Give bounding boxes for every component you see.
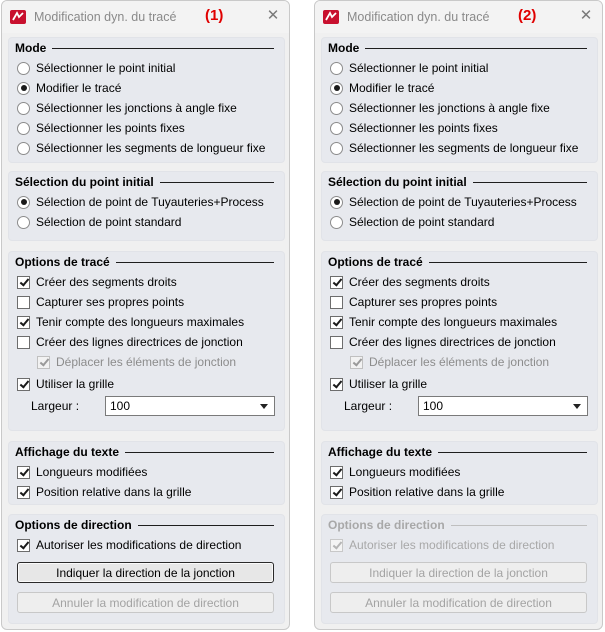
trace-heading: Options de tracé bbox=[322, 252, 597, 272]
trace-heading: Options de tracé bbox=[9, 252, 284, 272]
mode-option-point-initial[interactable]: Sélectionner le point initial bbox=[9, 58, 284, 78]
checkbox-checked-icon[interactable] bbox=[17, 539, 30, 552]
direction-group bbox=[8, 514, 285, 624]
chevron-down-icon[interactable] bbox=[260, 404, 268, 409]
selection-option-tuyauteries[interactable]: Sélection de point de Tuyauteries+Process bbox=[9, 192, 284, 212]
radio-selected-icon[interactable] bbox=[330, 196, 343, 209]
chevron-down-icon[interactable] bbox=[573, 404, 581, 409]
checkbox-icon[interactable] bbox=[17, 336, 30, 349]
direction-group-disabled bbox=[321, 514, 598, 624]
affichage-heading: Affichage du texte bbox=[322, 442, 597, 462]
creer-lignes-checkbox[interactable]: Créer des lignes directrices de jonction bbox=[9, 332, 284, 352]
trace-group bbox=[8, 251, 285, 431]
tenir-compte-checkbox[interactable]: Tenir compte des longueurs maximales bbox=[9, 312, 284, 332]
selection-heading: Sélection du point initial bbox=[9, 172, 284, 192]
utiliser-grille-checkbox[interactable]: Utiliser la grille bbox=[322, 374, 597, 394]
mode-option-jonctions-angle[interactable]: Sélectionner les jonctions à angle fixe bbox=[9, 98, 284, 118]
mode-option-jonctions-angle[interactable]: Sélectionner les jonctions à angle fixe bbox=[322, 98, 597, 118]
dialog-badge: (2) bbox=[518, 7, 537, 24]
checkbox-checked-icon[interactable] bbox=[330, 316, 343, 329]
affichage-group bbox=[321, 441, 598, 505]
selection-heading: Sélection du point initial bbox=[322, 172, 597, 192]
selection-group bbox=[8, 171, 285, 241]
affichage-group bbox=[8, 441, 285, 505]
mode-group bbox=[321, 37, 598, 163]
creer-lignes-checkbox[interactable]: Créer des lignes directrices de jonction bbox=[322, 332, 597, 352]
mode-option-points-fixes[interactable]: Sélectionner les points fixes bbox=[322, 118, 597, 138]
largeur-select[interactable] bbox=[105, 396, 275, 416]
checkbox-disabled-icon bbox=[330, 539, 343, 552]
dialog-2 bbox=[314, 0, 603, 630]
longueurs-checkbox[interactable]: Longueurs modifiées bbox=[322, 462, 597, 482]
radio-icon[interactable] bbox=[17, 142, 30, 155]
checkbox-checked-icon[interactable] bbox=[330, 486, 343, 499]
largeur-select[interactable] bbox=[418, 396, 588, 416]
affichage-heading: Affichage du texte bbox=[9, 442, 284, 462]
title-bar bbox=[2, 1, 289, 33]
annuler-direction-button: Annuler la modification de direction bbox=[17, 592, 274, 613]
checkbox-checked-icon[interactable] bbox=[330, 276, 343, 289]
capturer-points-checkbox[interactable]: Capturer ses propres points bbox=[322, 292, 597, 312]
indiquer-direction-button[interactable]: Indiquer la direction de la jonction bbox=[17, 562, 274, 583]
trace-group bbox=[321, 251, 598, 431]
radio-icon[interactable] bbox=[17, 62, 30, 75]
autoriser-checkbox[interactable]: Autoriser les modifications de direction bbox=[9, 535, 284, 555]
radio-icon[interactable] bbox=[17, 122, 30, 135]
close-icon[interactable]: ✕ bbox=[266, 7, 280, 24]
position-checkbox[interactable]: Position relative dans la grille bbox=[322, 482, 597, 502]
mode-heading: Mode bbox=[322, 38, 597, 58]
indiquer-direction-button: Indiquer la direction de la jonction bbox=[330, 562, 587, 583]
radio-icon[interactable] bbox=[330, 142, 343, 155]
selection-group bbox=[321, 171, 598, 241]
checkbox-icon[interactable] bbox=[330, 336, 343, 349]
radio-icon[interactable] bbox=[330, 122, 343, 135]
utiliser-grille-checkbox[interactable]: Utiliser la grille bbox=[9, 374, 284, 394]
checkbox-checked-icon[interactable] bbox=[17, 316, 30, 329]
largeur-label: Largeur : bbox=[31, 399, 80, 413]
largeur-label: Largeur : bbox=[344, 399, 393, 413]
title-bar bbox=[315, 1, 602, 33]
largeur-value: 100 bbox=[110, 399, 131, 413]
mode-group bbox=[8, 37, 285, 163]
checkbox-checked-icon[interactable] bbox=[17, 276, 30, 289]
mode-option-points-fixes[interactable]: Sélectionner les points fixes bbox=[9, 118, 284, 138]
close-icon[interactable]: ✕ bbox=[579, 7, 593, 24]
checkbox-checked-icon[interactable] bbox=[17, 378, 30, 391]
radio-selected-icon[interactable] bbox=[17, 196, 30, 209]
dialog-title: Modification dyn. du tracé bbox=[347, 10, 490, 24]
checkbox-checked-icon[interactable] bbox=[330, 378, 343, 391]
mode-option-segments-longueur[interactable]: Sélectionner les segments de longueur fixe bbox=[9, 138, 284, 158]
tenir-compte-checkbox[interactable]: Tenir compte des longueurs maximales bbox=[322, 312, 597, 332]
selection-option-standard[interactable]: Sélection de point standard bbox=[322, 212, 597, 232]
autoriser-checkbox: Autoriser les modifications de direction bbox=[322, 535, 597, 555]
annuler-direction-button: Annuler la modification de direction bbox=[330, 592, 587, 613]
radio-icon[interactable] bbox=[330, 62, 343, 75]
mode-heading: Mode bbox=[9, 38, 284, 58]
deplacer-checkbox: Déplacer les éléments de jonction bbox=[9, 352, 284, 372]
position-checkbox[interactable]: Position relative dans la grille bbox=[9, 482, 284, 502]
dialog-1 bbox=[1, 0, 290, 630]
creer-segments-checkbox[interactable]: Créer des segments droits bbox=[322, 272, 597, 292]
capturer-points-checkbox[interactable]: Capturer ses propres points bbox=[9, 292, 284, 312]
app-logo-icon bbox=[323, 10, 339, 24]
mode-option-segments-longueur[interactable]: Sélectionner les segments de longueur fixe bbox=[322, 138, 597, 158]
direction-heading: Options de direction bbox=[322, 515, 597, 535]
creer-segments-checkbox[interactable]: Créer des segments droits bbox=[9, 272, 284, 292]
checkbox-disabled-icon bbox=[37, 356, 50, 369]
longueurs-checkbox[interactable]: Longueurs modifiées bbox=[9, 462, 284, 482]
selection-option-standard[interactable]: Sélection de point standard bbox=[9, 212, 284, 232]
selection-option-tuyauteries[interactable]: Sélection de point de Tuyauteries+Process bbox=[322, 192, 597, 212]
app-logo-icon bbox=[10, 10, 26, 24]
largeur-value: 100 bbox=[423, 399, 444, 413]
largeur-row bbox=[322, 394, 597, 418]
radio-selected-icon[interactable] bbox=[330, 82, 343, 95]
radio-icon[interactable] bbox=[330, 102, 343, 115]
deplacer-checkbox: Déplacer les éléments de jonction bbox=[322, 352, 597, 372]
radio-icon[interactable] bbox=[330, 216, 343, 229]
radio-selected-icon[interactable] bbox=[17, 82, 30, 95]
checkbox-disabled-icon bbox=[350, 356, 363, 369]
checkbox-checked-icon[interactable] bbox=[17, 486, 30, 499]
radio-icon[interactable] bbox=[17, 102, 30, 115]
radio-icon[interactable] bbox=[17, 216, 30, 229]
checkbox-checked-icon[interactable] bbox=[17, 466, 30, 479]
largeur-row bbox=[9, 394, 284, 418]
mode-option-modifier-trace[interactable]: Modifier le tracé bbox=[9, 78, 284, 98]
checkbox-icon[interactable] bbox=[330, 296, 343, 309]
direction-heading: Options de direction bbox=[9, 515, 284, 535]
mode-option-modifier-trace[interactable]: Modifier le tracé bbox=[322, 78, 597, 98]
dialog-badge: (1) bbox=[205, 7, 224, 24]
dialog-title: Modification dyn. du tracé bbox=[34, 10, 177, 24]
checkbox-icon[interactable] bbox=[17, 296, 30, 309]
checkbox-checked-icon[interactable] bbox=[330, 466, 343, 479]
mode-option-point-initial[interactable]: Sélectionner le point initial bbox=[322, 58, 597, 78]
